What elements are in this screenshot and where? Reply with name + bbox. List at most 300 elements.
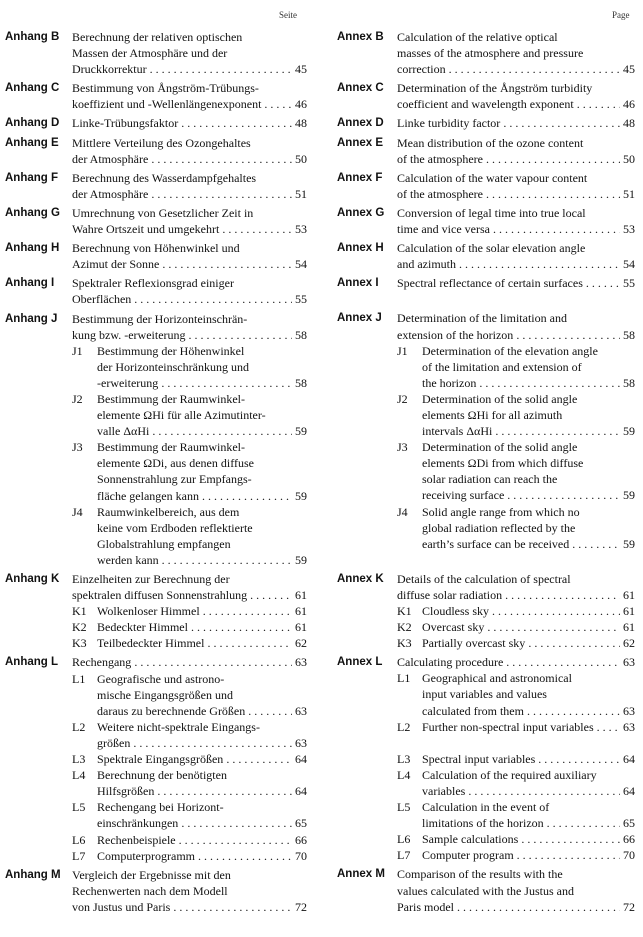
toc-subentry[interactable] bbox=[397, 831, 635, 847]
toc-entry-body bbox=[72, 29, 307, 77]
toc-text: Sonnenstrahlung zur Empfangs- bbox=[97, 472, 252, 487]
dot-leader bbox=[159, 552, 292, 568]
subentry-body bbox=[422, 603, 635, 619]
page-number: 48 bbox=[623, 116, 635, 131]
toc-line bbox=[397, 221, 635, 237]
subentry-number: J3 bbox=[397, 440, 408, 455]
toc-text: Paris model bbox=[397, 899, 454, 914]
toc-entry-body bbox=[72, 115, 307, 131]
toc-entry[interactable] bbox=[5, 29, 307, 77]
dot-leader bbox=[583, 275, 620, 291]
toc-text: Comparison of the results with the bbox=[397, 867, 563, 882]
annex-label: Anhang E bbox=[5, 136, 59, 149]
toc-line bbox=[422, 455, 635, 471]
dot-leader bbox=[446, 61, 620, 77]
toc-entry[interactable] bbox=[337, 275, 635, 307]
subentry-number: K1 bbox=[397, 604, 412, 618]
annex-label: Anhang L bbox=[5, 656, 59, 669]
page-number: 63 bbox=[623, 703, 635, 718]
subentry-body bbox=[97, 767, 307, 799]
page-number: 48 bbox=[295, 116, 307, 131]
dot-leader bbox=[504, 487, 620, 503]
toc-text: global radiation reflected by the bbox=[422, 520, 576, 535]
toc-text: Rechengang bbox=[72, 655, 132, 670]
toc-line bbox=[422, 343, 635, 359]
annex-label: Anhang I bbox=[5, 277, 55, 290]
subentry-number: K3 bbox=[72, 636, 87, 651]
subentry-body bbox=[97, 848, 307, 864]
toc-text: Mittlere Verteilung des Ozongehaltes bbox=[72, 135, 251, 150]
page-number: 53 bbox=[295, 222, 307, 237]
dot-leader bbox=[130, 735, 292, 751]
toc-text: of the atmosphere bbox=[397, 186, 483, 201]
toc-line bbox=[72, 654, 307, 670]
toc-text: Mean distribution of the ozone content bbox=[397, 135, 584, 150]
toc-entry-body bbox=[397, 571, 635, 651]
subentry-number: L4 bbox=[397, 767, 411, 782]
toc-text: solar radiation can reach the bbox=[422, 472, 558, 487]
toc-line bbox=[422, 751, 635, 767]
annex-label: Anhang C bbox=[5, 82, 60, 95]
toc-entry-body bbox=[397, 866, 635, 914]
toc-entry[interactable] bbox=[337, 866, 635, 914]
toc-line bbox=[97, 832, 307, 848]
toc-subentry[interactable] bbox=[397, 619, 635, 635]
toc-subentry[interactable] bbox=[397, 847, 635, 863]
toc-entry-body bbox=[72, 311, 307, 569]
page-number: 65 bbox=[295, 816, 307, 831]
dot-leader bbox=[500, 115, 620, 131]
toc-entry-body bbox=[397, 170, 635, 202]
toc-line bbox=[422, 767, 635, 783]
toc-text: Berechnung der benötigten bbox=[97, 768, 227, 783]
subentry-body bbox=[422, 751, 635, 767]
annex-label: Anhang B bbox=[5, 31, 60, 43]
toc-text: der Atmosphäre bbox=[72, 151, 149, 166]
page-number: 63 bbox=[295, 735, 307, 750]
dot-leader bbox=[245, 703, 292, 719]
subentry-body bbox=[422, 343, 635, 391]
toc-text: Calculation of the solar elevation angle bbox=[397, 241, 586, 256]
toc-subentry[interactable] bbox=[72, 751, 307, 767]
toc-subentry[interactable] bbox=[72, 391, 307, 439]
toc-line bbox=[72, 135, 307, 151]
page-number: 59 bbox=[295, 552, 307, 567]
header-page: Page bbox=[612, 10, 630, 20]
subentry-body bbox=[97, 343, 307, 391]
dot-leader bbox=[492, 423, 620, 439]
toc-line bbox=[397, 327, 635, 343]
toc-entry[interactable] bbox=[337, 571, 635, 651]
toc-text: Bestimmung der Höhenwinkel bbox=[97, 343, 245, 358]
toc-subentry[interactable] bbox=[397, 767, 635, 799]
toc-text: Geografische und astrono- bbox=[97, 671, 225, 686]
toc-entry[interactable] bbox=[5, 205, 307, 237]
page-number: 61 bbox=[295, 604, 307, 619]
toc-entry[interactable] bbox=[337, 310, 635, 567]
toc-entry-body bbox=[72, 654, 307, 863]
dot-leader bbox=[186, 327, 292, 343]
toc-entry[interactable] bbox=[337, 240, 635, 272]
dot-leader bbox=[149, 423, 292, 439]
toc-entry[interactable] bbox=[337, 115, 635, 131]
dot-leader bbox=[503, 654, 620, 670]
toc-line bbox=[72, 170, 307, 186]
subentry-number: L1 bbox=[72, 671, 86, 686]
toc-line bbox=[97, 359, 307, 375]
dot-leader bbox=[223, 751, 292, 767]
toc-text: receiving surface bbox=[422, 488, 505, 503]
toc-entry[interactable] bbox=[337, 170, 635, 202]
toc-line bbox=[72, 115, 307, 131]
toc-line bbox=[97, 703, 307, 719]
toc-line bbox=[72, 291, 307, 307]
toc-text: Wahre Ortszeit und umgekehrt bbox=[72, 222, 220, 237]
subentry-number: L3 bbox=[397, 751, 411, 766]
toc-entry[interactable] bbox=[337, 29, 635, 77]
toc-text: -erweiterung bbox=[97, 375, 159, 390]
toc-text: Computer program bbox=[422, 848, 514, 863]
toc-text: mische Eingangsgrößen und bbox=[97, 687, 233, 702]
toc-subentry[interactable] bbox=[397, 719, 635, 751]
toc-entry[interactable] bbox=[5, 275, 307, 307]
toc-line bbox=[72, 80, 307, 96]
toc-text: Berechnung des Wasserdampfgehaltes bbox=[72, 170, 257, 185]
toc-entry-body bbox=[397, 115, 635, 131]
annex-label: Annex D bbox=[337, 117, 384, 130]
toc-text: Bestimmung der Horizonteinschrän- bbox=[72, 311, 248, 326]
toc-line bbox=[422, 439, 635, 455]
toc-entry[interactable] bbox=[5, 170, 307, 202]
annex-label: Annex L bbox=[337, 656, 383, 669]
toc-text: Massen der Atmosphäre und der bbox=[72, 46, 228, 61]
toc-line bbox=[72, 61, 307, 77]
toc-line bbox=[97, 423, 307, 439]
toc-text: größen bbox=[97, 735, 131, 750]
toc-entry[interactable] bbox=[5, 240, 307, 272]
dot-leader bbox=[131, 654, 292, 670]
toc-line bbox=[422, 359, 635, 375]
toc-subentry[interactable] bbox=[397, 635, 635, 651]
dot-leader bbox=[147, 61, 292, 77]
toc-subentry[interactable] bbox=[72, 603, 307, 619]
toc-subentry[interactable] bbox=[397, 504, 635, 568]
toc-text: Determination of the Ångström turbidity bbox=[397, 81, 593, 96]
subentry-body bbox=[97, 619, 307, 635]
annex-label: Annex H bbox=[337, 242, 384, 255]
subentry-number: L7 bbox=[72, 848, 86, 863]
dot-leader bbox=[502, 587, 620, 603]
toc-text: valle ΔαHi bbox=[97, 424, 150, 439]
toc-text: Spektraler Reflexionsgrad einiger bbox=[72, 276, 234, 291]
toc-line bbox=[397, 135, 635, 151]
subentry-number: L2 bbox=[397, 719, 411, 734]
subentry-body bbox=[97, 751, 307, 767]
toc-line bbox=[97, 552, 307, 568]
subentry-body bbox=[422, 719, 635, 751]
toc-subentry[interactable] bbox=[397, 751, 635, 767]
toc-text: Rechenbeispiele bbox=[97, 832, 176, 847]
page-number: 70 bbox=[623, 848, 635, 863]
toc-line bbox=[97, 848, 307, 864]
page-number: 50 bbox=[623, 151, 635, 166]
toc-subentry[interactable] bbox=[72, 343, 307, 391]
toc-subentry[interactable] bbox=[397, 670, 635, 718]
toc-entry[interactable] bbox=[5, 115, 307, 131]
page-number: 46 bbox=[295, 97, 307, 112]
toc-line bbox=[72, 587, 307, 603]
toc-line bbox=[72, 186, 307, 202]
toc-subentry[interactable] bbox=[72, 767, 307, 799]
toc-text: Solid angle range from which no bbox=[422, 504, 580, 519]
toc-text: keine vom Erdboden reflektierte bbox=[97, 520, 253, 535]
toc-entry[interactable] bbox=[5, 80, 307, 112]
toc-text: kung bzw. -erweiterung bbox=[72, 327, 186, 342]
page-number: 61 bbox=[623, 620, 635, 635]
subentry-body bbox=[422, 391, 635, 439]
toc-entry[interactable] bbox=[5, 311, 307, 569]
toc-line bbox=[422, 670, 635, 686]
toc-subentry[interactable] bbox=[397, 391, 635, 439]
toc-text: elemente ΩHi für alle Azimutinter- bbox=[97, 408, 266, 423]
toc-line bbox=[397, 866, 635, 882]
subentry-number: L4 bbox=[72, 768, 86, 783]
toc-subentry[interactable] bbox=[72, 848, 307, 864]
toc-entry-body bbox=[72, 80, 307, 112]
toc-line bbox=[397, 256, 635, 272]
toc-text: elemente ΩDi, aus denen diffuse bbox=[97, 456, 254, 471]
page-number: 51 bbox=[623, 186, 635, 201]
dot-leader bbox=[170, 899, 292, 915]
toc-line bbox=[422, 375, 635, 391]
annex-label: Annex B bbox=[337, 31, 384, 43]
dot-leader bbox=[465, 783, 620, 799]
page-number: 63 bbox=[623, 719, 635, 734]
page-number: 64 bbox=[623, 751, 635, 766]
page-number: 63 bbox=[295, 655, 307, 670]
subentry-body bbox=[97, 719, 307, 751]
page-number: 70 bbox=[295, 848, 307, 863]
toc-subentry[interactable] bbox=[397, 343, 635, 391]
toc-line bbox=[397, 29, 635, 45]
toc-subentry[interactable] bbox=[72, 832, 307, 848]
dot-leader bbox=[574, 96, 620, 112]
toc-subentry[interactable] bbox=[72, 799, 307, 831]
toc-entry[interactable] bbox=[337, 135, 635, 167]
subentry-number: L5 bbox=[397, 800, 411, 815]
page-number: 64 bbox=[295, 784, 307, 799]
toc-column-english bbox=[337, 29, 635, 918]
toc-text: spektralen diffusen Sonnenstrahlung bbox=[72, 588, 248, 603]
toc-line bbox=[72, 571, 307, 587]
toc-text: Spectral input variables bbox=[422, 751, 536, 766]
toc-entry[interactable] bbox=[337, 205, 635, 237]
subentry-body bbox=[422, 847, 635, 863]
toc-text: Spectral reflectance of certain surfaces bbox=[397, 276, 583, 291]
toc-text: Geographical and astronomical bbox=[422, 671, 572, 686]
toc-text: Partially overcast sky bbox=[422, 636, 526, 651]
subentry-number: J2 bbox=[72, 391, 83, 406]
annex-label: Anhang M bbox=[5, 868, 61, 881]
subentry-number: J1 bbox=[397, 343, 408, 358]
page-number: 62 bbox=[623, 636, 635, 651]
toc-line bbox=[397, 571, 635, 587]
toc-text: Cloudless sky bbox=[422, 604, 490, 618]
toc-line bbox=[97, 635, 307, 651]
toc-line bbox=[422, 504, 635, 520]
page-number: 58 bbox=[295, 327, 307, 342]
toc-entry-body bbox=[397, 29, 635, 77]
toc-line bbox=[422, 487, 635, 503]
page-number: 55 bbox=[295, 292, 307, 307]
toc-text: Bestimmung von Ångström-Trübungs- bbox=[72, 81, 259, 96]
toc-line bbox=[397, 240, 635, 256]
toc-line bbox=[97, 687, 307, 703]
toc-line bbox=[97, 391, 307, 407]
toc-text: Linke-Trübungsfaktor bbox=[72, 116, 179, 131]
dot-leader bbox=[188, 619, 292, 635]
toc-line bbox=[72, 899, 307, 915]
toc-entry-body bbox=[72, 240, 307, 272]
toc-text: diffuse solar radiation bbox=[397, 587, 503, 602]
toc-entry[interactable] bbox=[5, 867, 307, 915]
toc-text: koeffizient und -Wellenlängenexponent bbox=[72, 97, 262, 112]
page-number: 45 bbox=[295, 62, 307, 77]
toc-subentry[interactable] bbox=[397, 603, 635, 619]
subentry-number: K2 bbox=[397, 620, 412, 635]
toc-line bbox=[97, 488, 307, 504]
toc-text: input variables and values bbox=[422, 687, 547, 702]
toc-line bbox=[397, 115, 635, 131]
subentry-body bbox=[422, 619, 635, 635]
toc-line bbox=[97, 783, 307, 799]
page-number: 59 bbox=[295, 424, 307, 439]
toc-line bbox=[397, 587, 635, 603]
toc-subentry[interactable] bbox=[72, 635, 307, 651]
toc-entry-body bbox=[72, 135, 307, 167]
toc-line bbox=[72, 45, 307, 61]
dot-leader bbox=[476, 375, 620, 391]
toc-text: Berechnung von Höhenwinkel und bbox=[72, 241, 240, 256]
toc-subentry[interactable] bbox=[72, 504, 307, 568]
toc-entry-body bbox=[397, 310, 635, 567]
toc-text: and azimuth bbox=[397, 257, 456, 272]
page-number: 72 bbox=[295, 899, 307, 914]
toc-text: Rechengang bei Horizont- bbox=[97, 800, 224, 815]
subentry-number: K3 bbox=[397, 636, 412, 651]
toc-subentry[interactable] bbox=[397, 799, 635, 831]
toc-line bbox=[97, 407, 307, 423]
dot-leader bbox=[569, 536, 620, 552]
page-number: 46 bbox=[623, 97, 635, 112]
toc-line bbox=[397, 310, 635, 326]
toc-text: Berechnung der relativen optischen bbox=[72, 30, 243, 44]
page-number: 72 bbox=[623, 899, 635, 914]
toc-entry[interactable] bbox=[5, 654, 307, 863]
toc-line bbox=[72, 275, 307, 291]
subentry-number: J1 bbox=[72, 343, 83, 358]
toc-entry[interactable] bbox=[337, 654, 635, 863]
toc-line bbox=[97, 536, 307, 552]
toc-text: Weitere nicht-spektrale Eingangs- bbox=[97, 719, 260, 734]
subentry-number: L2 bbox=[72, 719, 86, 734]
toc-line bbox=[422, 520, 635, 536]
subentry-body bbox=[422, 799, 635, 831]
toc-text: der Atmosphäre bbox=[72, 186, 149, 201]
toc-line bbox=[422, 815, 635, 831]
toc-line bbox=[97, 671, 307, 687]
subentry-body bbox=[97, 439, 307, 503]
dot-leader bbox=[148, 186, 292, 202]
subentry-body bbox=[97, 635, 307, 651]
toc-line bbox=[397, 205, 635, 221]
toc-subentry[interactable] bbox=[72, 619, 307, 635]
toc-line bbox=[72, 240, 307, 256]
page-number: 55 bbox=[623, 276, 635, 291]
toc-entry-body bbox=[72, 275, 307, 307]
subentry-number: L1 bbox=[397, 671, 411, 686]
toc-subentry[interactable] bbox=[72, 719, 307, 751]
toc-subentry[interactable] bbox=[397, 439, 635, 503]
toc-entry[interactable] bbox=[5, 571, 307, 651]
page-number: 61 bbox=[623, 604, 635, 618]
toc-text: Determination of the elevation angle bbox=[422, 343, 598, 358]
page-number: 64 bbox=[623, 783, 635, 798]
page-number: 61 bbox=[295, 620, 307, 635]
toc-text: Determination of the solid angle bbox=[422, 391, 578, 406]
page-number: 54 bbox=[295, 257, 307, 272]
dot-leader bbox=[483, 186, 620, 202]
page-number: 63 bbox=[295, 703, 307, 718]
dot-leader bbox=[518, 831, 620, 847]
annex-label: Annex F bbox=[337, 171, 383, 184]
page-number: 66 bbox=[295, 832, 307, 847]
subentry-number: K2 bbox=[72, 620, 87, 635]
toc-line bbox=[97, 799, 307, 815]
annex-label: Anhang D bbox=[5, 117, 60, 130]
toc-subentry[interactable] bbox=[72, 671, 307, 719]
toc-text: correction bbox=[397, 62, 446, 77]
toc-text: Overcast sky bbox=[422, 620, 485, 635]
toc-entry[interactable] bbox=[5, 135, 307, 167]
toc-text: Sample calculations bbox=[422, 832, 519, 847]
toc-text: masses of the atmosphere and pressure bbox=[397, 46, 584, 61]
dot-leader bbox=[489, 603, 620, 619]
toc-line bbox=[422, 536, 635, 552]
toc-line bbox=[422, 391, 635, 407]
spacer bbox=[397, 291, 635, 307]
toc-text: werden kann bbox=[97, 552, 159, 567]
toc-text: of the atmosphere bbox=[397, 151, 483, 166]
toc-text: Further non-spectral input variables bbox=[422, 719, 594, 734]
subentry-number: L6 bbox=[72, 832, 86, 847]
annex-label: Anhang H bbox=[5, 242, 60, 255]
toc-entry[interactable] bbox=[337, 80, 635, 112]
toc-text: Linke turbidity factor bbox=[397, 116, 501, 131]
toc-text: limitations of the horizon bbox=[422, 816, 544, 831]
toc-line bbox=[397, 899, 635, 915]
toc-line bbox=[397, 45, 635, 61]
toc-subentry[interactable] bbox=[72, 439, 307, 503]
subentry-number: L6 bbox=[397, 832, 411, 847]
subentry-body bbox=[97, 603, 307, 619]
toc-text: Umrechnung von Gesetzlicher Zeit in bbox=[72, 205, 254, 220]
subentry-number: J4 bbox=[72, 504, 83, 519]
subentry-body bbox=[422, 439, 635, 503]
toc-line bbox=[422, 619, 635, 635]
toc-entry-body bbox=[72, 867, 307, 915]
toc-line bbox=[422, 799, 635, 815]
